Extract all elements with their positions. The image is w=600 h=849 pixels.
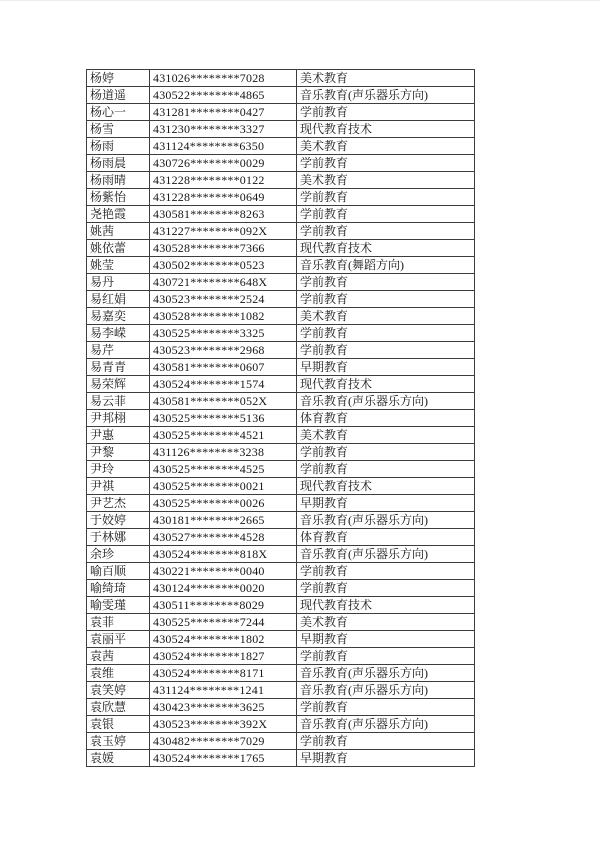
major-cell: 学前教育 [297, 291, 475, 308]
major-cell: 早期教育 [297, 631, 475, 648]
major-cell: 学前教育 [297, 104, 475, 121]
id-number-cell: 430581********8263 [150, 206, 297, 223]
major-cell: 学前教育 [297, 648, 475, 665]
student-name-cell: 杨婷 [87, 70, 150, 87]
student-name-cell: 喻百顺 [87, 563, 150, 580]
id-number-cell: 430522********4865 [150, 87, 297, 104]
id-number-cell: 430124********0020 [150, 580, 297, 597]
table-row [87, 291, 475, 308]
table-row [87, 104, 475, 121]
major-cell: 学前教育 [297, 342, 475, 359]
id-number-cell: 430181********2665 [150, 512, 297, 529]
major-cell: 学前教育 [297, 223, 475, 240]
id-number-cell: 430525********5136 [150, 410, 297, 427]
id-number-cell: 430502********0523 [150, 257, 297, 274]
table-row [87, 342, 475, 359]
student-name-cell: 易李嵘 [87, 325, 150, 342]
id-number-cell: 430527********4528 [150, 529, 297, 546]
student-name-cell: 尹祺 [87, 478, 150, 495]
student-name-cell: 于姣婷 [87, 512, 150, 529]
student-name-cell: 易丹 [87, 274, 150, 291]
student-name-cell: 杨道遥 [87, 87, 150, 104]
major-cell: 学前教育 [297, 325, 475, 342]
student-name-cell: 杨心一 [87, 104, 150, 121]
major-cell: 音乐教育(声乐器乐方向) [297, 512, 475, 529]
student-name-cell: 喻雯瑾 [87, 597, 150, 614]
table-row [87, 580, 475, 597]
major-cell: 音乐教育(声乐器乐方向) [297, 87, 475, 104]
major-cell: 音乐教育(声乐器乐方向) [297, 716, 475, 733]
table-row [87, 240, 475, 257]
table-row [87, 631, 475, 648]
student-name-cell: 杨雨 [87, 138, 150, 155]
id-number-cell: 430524********1827 [150, 648, 297, 665]
id-number-cell: 430523********2524 [150, 291, 297, 308]
major-cell: 美术教育 [297, 172, 475, 189]
id-number-cell: 430525********3325 [150, 325, 297, 342]
major-cell: 学前教育 [297, 444, 475, 461]
student-name-cell: 杨雨晨 [87, 155, 150, 172]
id-number-cell: 430511********8029 [150, 597, 297, 614]
table-row [87, 444, 475, 461]
student-name-cell: 袁欣慧 [87, 699, 150, 716]
id-number-cell: 431126********3238 [150, 444, 297, 461]
table-row [87, 733, 475, 750]
id-number-cell: 430482********7029 [150, 733, 297, 750]
major-cell: 早期教育 [297, 359, 475, 376]
student-name-cell: 杨紫怡 [87, 189, 150, 206]
id-number-cell: 430525********7244 [150, 614, 297, 631]
id-number-cell: 430525********0021 [150, 478, 297, 495]
table-row [87, 206, 475, 223]
major-cell: 音乐教育(声乐器乐方向) [297, 682, 475, 699]
table-row [87, 189, 475, 206]
student-name-cell: 易青青 [87, 359, 150, 376]
id-number-cell: 430221********0040 [150, 563, 297, 580]
major-cell: 现代教育技术 [297, 240, 475, 257]
id-number-cell: 430523********392X [150, 716, 297, 733]
id-number-cell: 430524********1802 [150, 631, 297, 648]
table-row [87, 546, 475, 563]
table-row [87, 427, 475, 444]
id-number-cell: 430525********0026 [150, 495, 297, 512]
table-row [87, 512, 475, 529]
id-number-cell: 430523********2968 [150, 342, 297, 359]
table-row [87, 648, 475, 665]
major-cell: 学前教育 [297, 733, 475, 750]
major-cell: 美术教育 [297, 614, 475, 631]
table-row [87, 70, 475, 87]
table-row [87, 410, 475, 427]
table-row [87, 223, 475, 240]
table-row [87, 257, 475, 274]
table-row [87, 393, 475, 410]
major-cell: 学前教育 [297, 155, 475, 172]
table-row [87, 478, 475, 495]
id-number-cell: 431124********1241 [150, 682, 297, 699]
table-row [87, 376, 475, 393]
table-row [87, 274, 475, 291]
major-cell: 音乐教育(舞蹈方向) [297, 257, 475, 274]
id-number-cell: 431228********0122 [150, 172, 297, 189]
id-number-cell: 431026********7028 [150, 70, 297, 87]
major-cell: 体育教育 [297, 410, 475, 427]
student-name-cell: 杨雨晴 [87, 172, 150, 189]
student-name-cell: 尹惠 [87, 427, 150, 444]
id-number-cell: 430581********0607 [150, 359, 297, 376]
student-name-cell: 于林娜 [87, 529, 150, 546]
major-cell: 音乐教育(声乐器乐方向) [297, 393, 475, 410]
table-row [87, 121, 475, 138]
student-name-cell: 喻绮琦 [87, 580, 150, 597]
table-row [87, 699, 475, 716]
id-number-cell: 430581********052X [150, 393, 297, 410]
student-name-cell: 袁玉婷 [87, 733, 150, 750]
student-name-cell: 袁银 [87, 716, 150, 733]
student-name-cell: 易荣辉 [87, 376, 150, 393]
id-number-cell: 430525********4525 [150, 461, 297, 478]
major-cell: 音乐教育(声乐器乐方向) [297, 546, 475, 563]
major-cell: 美术教育 [297, 138, 475, 155]
student-name-cell: 尹玲 [87, 461, 150, 478]
id-number-cell: 431228********0649 [150, 189, 297, 206]
table-row [87, 716, 475, 733]
id-number-cell: 431230********3327 [150, 121, 297, 138]
id-number-cell: 430524********1765 [150, 750, 297, 767]
student-name-cell: 杨雪 [87, 121, 150, 138]
table-row [87, 155, 475, 172]
table-row [87, 614, 475, 631]
table-row [87, 172, 475, 189]
id-number-cell: 430524********1574 [150, 376, 297, 393]
major-cell: 现代教育技术 [297, 597, 475, 614]
student-name-cell: 袁丽平 [87, 631, 150, 648]
student-name-cell: 袁茜 [87, 648, 150, 665]
id-number-cell: 430525********4521 [150, 427, 297, 444]
major-cell: 美术教育 [297, 70, 475, 87]
major-cell: 音乐教育(声乐器乐方向) [297, 665, 475, 682]
major-cell: 美术教育 [297, 427, 475, 444]
id-number-cell: 431281********0427 [150, 104, 297, 121]
major-cell: 早期教育 [297, 750, 475, 767]
student-table-body [87, 70, 475, 767]
student-name-cell: 易嘉奕 [87, 308, 150, 325]
major-cell: 学前教育 [297, 580, 475, 597]
major-cell: 美术教育 [297, 308, 475, 325]
table-row [87, 325, 475, 342]
table-row [87, 682, 475, 699]
student-name-cell: 易红娟 [87, 291, 150, 308]
student-name-cell: 袁笑婷 [87, 682, 150, 699]
major-cell: 学前教育 [297, 206, 475, 223]
major-cell: 现代教育技术 [297, 376, 475, 393]
table-row [87, 359, 475, 376]
major-cell: 学前教育 [297, 461, 475, 478]
student-name-cell: 尹邦栩 [87, 410, 150, 427]
major-cell: 学前教育 [297, 699, 475, 716]
table-row [87, 750, 475, 767]
id-number-cell: 431227********092X [150, 223, 297, 240]
id-number-cell: 430726********0029 [150, 155, 297, 172]
major-cell: 学前教育 [297, 189, 475, 206]
student-name-cell: 易云菲 [87, 393, 150, 410]
id-number-cell: 430528********1082 [150, 308, 297, 325]
student-name-cell: 袁菲 [87, 614, 150, 631]
table-row [87, 138, 475, 155]
table-row [87, 495, 475, 512]
table-row [87, 665, 475, 682]
major-cell: 体育教育 [297, 529, 475, 546]
student-name-cell: 尧艳霞 [87, 206, 150, 223]
id-number-cell: 430528********7366 [150, 240, 297, 257]
table-row [87, 597, 475, 614]
student-name-cell: 袁媛 [87, 750, 150, 767]
major-cell: 学前教育 [297, 563, 475, 580]
id-number-cell: 431124********6350 [150, 138, 297, 155]
student-name-cell: 易芹 [87, 342, 150, 359]
id-number-cell: 430721********648X [150, 274, 297, 291]
table-row [87, 87, 475, 104]
table-row [87, 308, 475, 325]
major-cell: 早期教育 [297, 495, 475, 512]
student-name-cell: 尹艺杰 [87, 495, 150, 512]
table-row [87, 461, 475, 478]
id-number-cell: 430423********3625 [150, 699, 297, 716]
id-number-cell: 430524********8171 [150, 665, 297, 682]
student-name-cell: 姚依蕾 [87, 240, 150, 257]
student-name-cell: 余珍 [87, 546, 150, 563]
id-number-cell: 430524********818X [150, 546, 297, 563]
table-row [87, 529, 475, 546]
student-name-cell: 姚茜 [87, 223, 150, 240]
major-cell: 现代教育技术 [297, 478, 475, 495]
student-table [86, 69, 475, 767]
student-name-cell: 袁维 [87, 665, 150, 682]
student-name-cell: 尹黎 [87, 444, 150, 461]
major-cell: 现代教育技术 [297, 121, 475, 138]
student-name-cell: 姚莹 [87, 257, 150, 274]
table-row [87, 563, 475, 580]
major-cell: 学前教育 [297, 274, 475, 291]
